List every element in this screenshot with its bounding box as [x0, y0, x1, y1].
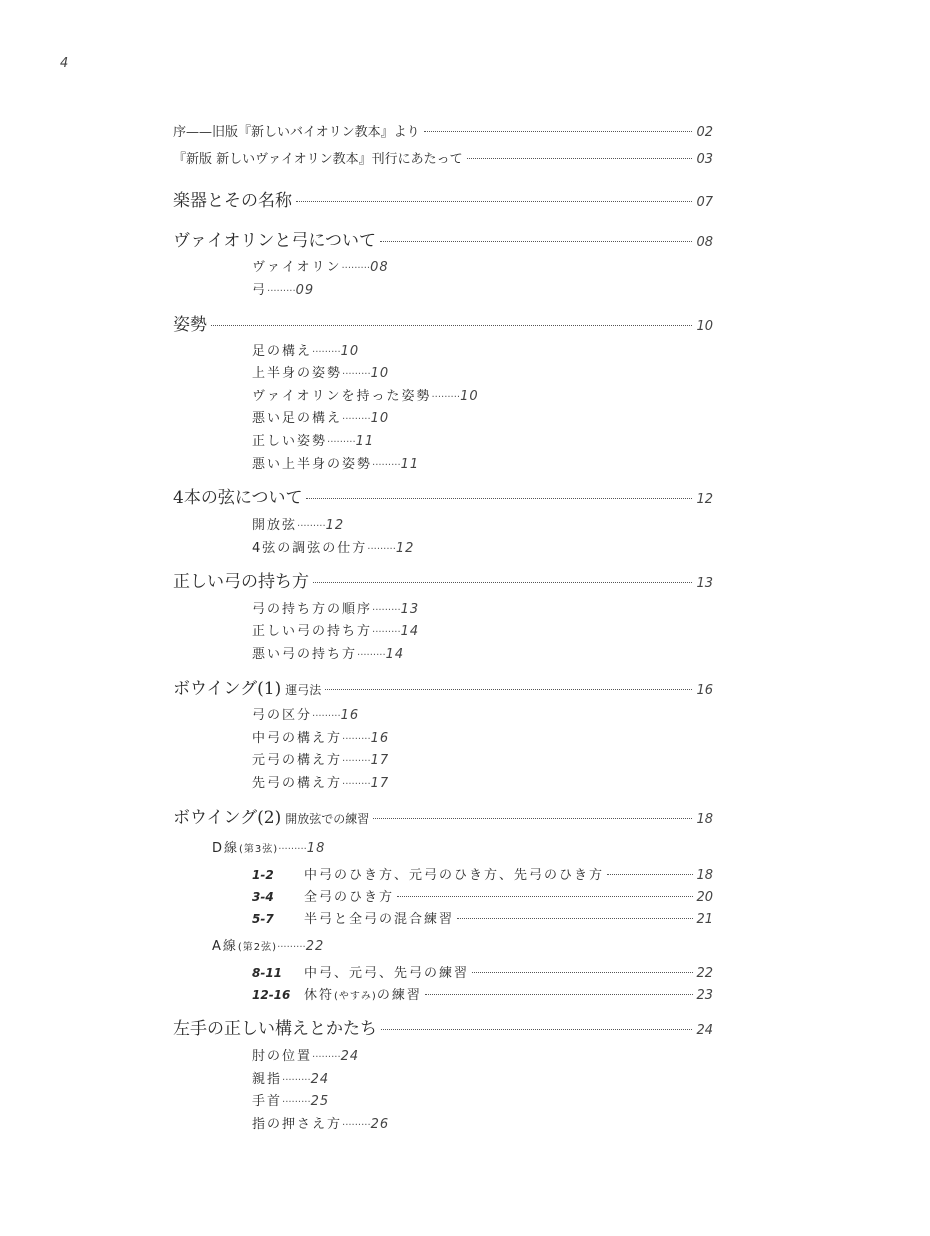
- toc-chapter-page: 13: [696, 576, 713, 591]
- dot-leader: [425, 994, 694, 995]
- toc-section-page: 13: [400, 602, 420, 617]
- toc-chapter-posture[interactable]: [173, 310, 713, 335]
- toc-subsection-d-string[interactable]: [212, 837, 325, 856]
- toc-section[interactable]: [252, 385, 479, 404]
- exercise-page: 22: [696, 966, 713, 981]
- toc-chapter-bowing-1[interactable]: [173, 674, 713, 699]
- toc-chapter-title-main: ボウイング(1): [173, 679, 282, 699]
- toc-entry-title: 序——旧版『新しいバイオリン教本』より: [173, 125, 420, 140]
- dot-leader: [381, 1029, 692, 1030]
- dot-leader: ·········: [342, 369, 371, 380]
- toc-chapter-page: 07: [696, 195, 713, 210]
- dot-leader: ·········: [342, 756, 371, 767]
- dot-leader: ·········: [357, 650, 386, 661]
- toc-section-title: 弓: [252, 283, 268, 298]
- toc-section[interactable]: [252, 407, 389, 426]
- toc-section-title: ヴァイオリン: [252, 260, 342, 275]
- toc-chapter-left-hand[interactable]: [173, 1014, 713, 1039]
- toc-chapter-instrument[interactable]: [173, 186, 713, 211]
- dot-leader: ·········: [342, 1120, 371, 1131]
- exercise-title-rest: の練習: [376, 988, 422, 1003]
- toc-section-title: 先弓の構え方: [252, 776, 343, 791]
- dot-leader: ·········: [372, 627, 401, 638]
- toc-section-title: 手首: [252, 1094, 283, 1109]
- toc-exercise[interactable]: [252, 864, 713, 883]
- toc-section-title: 4弦の調弦の仕方: [252, 541, 368, 556]
- dot-leader: ·········: [278, 844, 307, 855]
- toc-section-title: 正しい姿勢: [252, 434, 328, 449]
- toc-subsection-a-string[interactable]: [212, 935, 324, 954]
- dot-leader: ·········: [342, 779, 371, 790]
- toc-chapter-page: 16: [696, 683, 713, 698]
- toc-chapter-title: ヴァイオリンと弓について: [173, 231, 376, 251]
- dot-leader: ·········: [267, 286, 296, 297]
- dot-leader: ·········: [342, 414, 371, 425]
- toc-chapter-bow-hold[interactable]: [173, 567, 713, 592]
- exercise-title: 中弓のひき方、元弓のひき方、先弓のひき方: [304, 868, 605, 883]
- dot-leader: ·········: [372, 460, 401, 471]
- toc-section[interactable]: [252, 537, 414, 556]
- toc-chapter-title: [173, 803, 369, 828]
- toc-section[interactable]: [252, 598, 419, 617]
- toc-entry-page: 02: [696, 125, 713, 140]
- toc-section-page: 11: [355, 434, 375, 449]
- toc-section[interactable]: [252, 1045, 359, 1064]
- toc-entry-title: 『新版 新しいヴァイオリン教本』刊行にあたって: [173, 152, 463, 167]
- dot-leader: ·········: [372, 605, 401, 616]
- dot-leader: [424, 131, 693, 132]
- toc-section[interactable]: [252, 1090, 329, 1109]
- toc-chapter-page: 10: [696, 319, 713, 334]
- toc-subsection-title: D線: [212, 841, 240, 856]
- toc-section[interactable]: [252, 620, 419, 639]
- exercise-title: 半弓と全弓の混合練習: [304, 912, 455, 927]
- toc-exercise[interactable]: [252, 962, 713, 981]
- toc-section-title: 親指: [252, 1072, 283, 1087]
- toc-section-page: 08: [370, 260, 389, 275]
- dot-leader: [472, 972, 693, 973]
- toc-chapter-title-main: ボウイング(2): [173, 808, 282, 828]
- toc-section[interactable]: [252, 362, 389, 381]
- toc-exercise[interactable]: [252, 984, 713, 1003]
- toc-chapter-violin-bow[interactable]: [173, 226, 713, 251]
- dot-leader: ·········: [282, 1075, 311, 1086]
- exercise-title: 中弓、元弓、先弓の練習: [304, 966, 470, 981]
- toc-section[interactable]: [252, 340, 359, 359]
- toc-section-page: 14: [385, 647, 405, 662]
- toc-section-title: 元弓の構え方: [252, 753, 343, 768]
- toc-chapter-title: [173, 674, 321, 699]
- exercise-number: 5-7: [252, 912, 274, 926]
- toc-section[interactable]: [252, 727, 389, 746]
- toc-section[interactable]: [252, 1068, 329, 1087]
- exercise-page: 21: [696, 912, 713, 927]
- dot-leader: [211, 325, 692, 326]
- toc-section-page: 26: [370, 1117, 390, 1132]
- toc-chapter-page: 18: [696, 812, 713, 827]
- toc-section-title: 肘の位置: [252, 1049, 313, 1064]
- toc-section-page: 25: [310, 1094, 330, 1109]
- exercise-number: 3-4: [252, 890, 274, 904]
- toc-chapter-subtitle: 運弓法: [285, 683, 322, 697]
- toc-section-title: ヴァイオリンを持った姿勢: [252, 389, 432, 404]
- toc-section-page: 10: [370, 411, 390, 426]
- toc-subsection-page: 22: [305, 939, 325, 954]
- toc-section[interactable]: [252, 704, 359, 723]
- toc-section-page: 11: [400, 457, 420, 472]
- dot-leader: [296, 201, 692, 202]
- toc-section[interactable]: [252, 749, 389, 768]
- dot-leader: [380, 241, 692, 242]
- dot-leader: [373, 818, 692, 819]
- toc-section[interactable]: [252, 514, 344, 533]
- toc-section-page: 12: [325, 518, 345, 533]
- toc-section-title: 開放弦: [252, 518, 298, 533]
- dot-leader: ·········: [277, 942, 306, 953]
- dot-leader: [325, 689, 692, 690]
- toc-section-title: 中弓の構え方: [252, 731, 343, 746]
- toc-chapter-title: 楽器とその名称: [173, 191, 292, 211]
- dot-leader: ·········: [312, 711, 341, 722]
- toc-section-page: 16: [370, 731, 390, 746]
- exercise-title-main: 休符: [304, 988, 335, 1003]
- toc-section-page: 12: [395, 541, 415, 556]
- toc-section[interactable]: [252, 643, 404, 662]
- dot-leader: [607, 874, 693, 875]
- dot-leader: ·········: [341, 263, 371, 274]
- toc-section-title: 正しい弓の持ち方: [252, 624, 373, 639]
- toc-section[interactable]: [252, 772, 389, 791]
- toc-section-title: 指の押さえ方: [252, 1117, 343, 1132]
- toc-subsection-page: 18: [306, 841, 326, 856]
- exercise-title-note: (やすみ): [334, 991, 377, 1002]
- toc-chapter-page: 08: [696, 235, 713, 250]
- exercise-title: [304, 984, 422, 1003]
- toc-section[interactable]: [252, 279, 314, 298]
- exercise-number: 12-16: [252, 988, 291, 1002]
- toc-chapter-subtitle: 開放弦での練習: [285, 812, 370, 826]
- toc-section-page: 17: [370, 776, 390, 791]
- toc-chapter-title: 4本の弦について: [173, 488, 303, 508]
- toc-section-page: 16: [340, 708, 360, 723]
- exercise-number: 8-11: [252, 966, 283, 980]
- toc-subsection-title: A線: [212, 939, 238, 954]
- toc-section-page: 09: [295, 283, 315, 298]
- toc-section[interactable]: [252, 256, 389, 275]
- dot-leader: ·········: [312, 347, 341, 358]
- toc-chapter-title: 正しい弓の持ち方: [173, 572, 309, 592]
- toc-section-page: 24: [310, 1072, 330, 1087]
- toc-section-title: 弓の持ち方の順序: [252, 602, 373, 617]
- dot-leader: ·········: [282, 1097, 311, 1108]
- toc-section-page: 24: [340, 1049, 360, 1064]
- toc-chapter-title: 左手の正しい構えとかたち: [173, 1019, 377, 1039]
- toc-chapter-title: 姿勢: [173, 315, 207, 335]
- toc-section[interactable]: [252, 430, 374, 449]
- dot-leader: [306, 498, 692, 499]
- dot-leader: ·········: [367, 544, 396, 555]
- toc-section-page: 10: [340, 344, 360, 359]
- toc-chapter-strings[interactable]: [173, 483, 713, 508]
- toc-section-title: 悪い足の構え: [252, 411, 343, 426]
- toc-exercise[interactable]: [252, 886, 713, 905]
- dot-leader: ·········: [297, 521, 326, 532]
- exercise-page: 20: [696, 890, 713, 905]
- toc-entry-new-edition[interactable]: [173, 148, 713, 167]
- toc-exercise[interactable]: [252, 908, 713, 927]
- dot-leader: [457, 918, 693, 919]
- toc-chapter-bowing-2[interactable]: [173, 803, 713, 828]
- toc-chapter-page: 24: [696, 1023, 713, 1038]
- toc-section-page: 14: [400, 624, 420, 639]
- toc-section-title: 悪い上半身の姿勢: [252, 457, 373, 472]
- exercise-page: 18: [696, 868, 713, 883]
- toc-chapter-page: 12: [696, 492, 713, 507]
- page-number: 4: [60, 56, 69, 71]
- dot-leader: ·········: [431, 392, 461, 403]
- toc-subsection-note: (第2弦): [237, 942, 278, 953]
- toc-section[interactable]: [252, 453, 419, 472]
- dot-leader: [313, 582, 692, 583]
- dot-leader: [397, 896, 693, 897]
- toc-entry-page: 03: [696, 152, 713, 167]
- toc-section-title: 悪い弓の持ち方: [252, 647, 358, 662]
- dot-leader: [467, 158, 693, 159]
- toc-section[interactable]: [252, 1113, 389, 1132]
- dot-leader: ·········: [312, 1052, 341, 1063]
- toc-section-page: 17: [370, 753, 390, 768]
- dot-leader: ·········: [342, 734, 371, 745]
- toc-subsection-note: (第3弦): [239, 844, 279, 855]
- toc-section-title: 上半身の姿勢: [252, 366, 343, 381]
- toc-section-title: 足の構え: [252, 344, 313, 359]
- toc-section-title: 弓の区分: [252, 708, 313, 723]
- exercise-title: 全弓のひき方: [304, 890, 395, 905]
- dot-leader: ·········: [327, 437, 356, 448]
- toc-section-page: 10: [460, 389, 479, 404]
- toc-entry-preface[interactable]: [173, 121, 713, 140]
- exercise-page: 23: [696, 988, 713, 1003]
- exercise-number: 1-2: [252, 868, 274, 882]
- toc-section-page: 10: [370, 366, 390, 381]
